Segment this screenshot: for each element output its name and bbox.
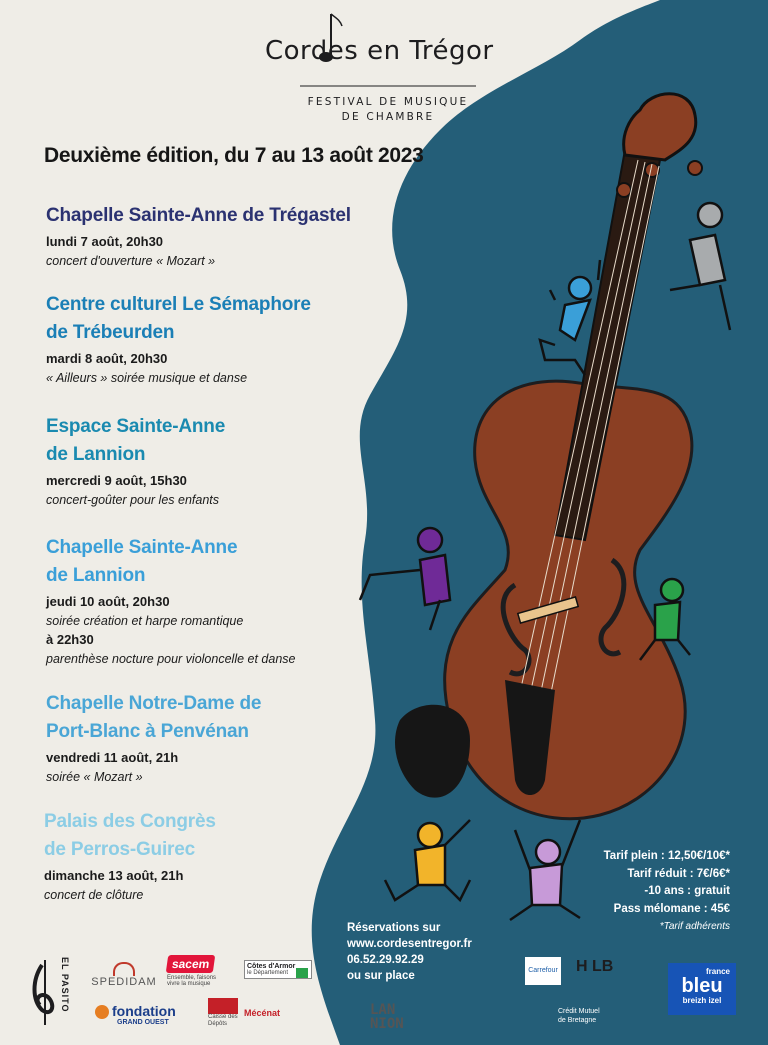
departement-icon <box>296 968 308 978</box>
reservations-website[interactable]: www.cordesentregor.fr <box>347 938 472 950</box>
spedidam-text: SPEDIDAM <box>91 976 157 988</box>
venue-name: Espace Sainte-Anne <box>46 416 226 437</box>
festival-subtitle-2: DE CHAMBRE <box>341 111 435 123</box>
lannion-text-1: LAN <box>370 1002 396 1018</box>
sponsor-france-bleu <box>668 963 736 1015</box>
france-bleu-text: bleu <box>681 975 723 997</box>
venue-penvenan <box>46 690 366 786</box>
venue-tregastel <box>46 202 366 270</box>
venue-description: soirée création et harpe romantique <box>46 614 244 628</box>
sponsor-credit-mutuel <box>558 1007 600 1025</box>
venue-description: « Ailleurs » soirée musique et danse <box>46 371 248 385</box>
venue-description: concert d'ouverture « Mozart » <box>46 254 216 268</box>
reservations <box>347 920 472 984</box>
price-reduced: Tarif réduit : 7€/6€* <box>627 867 730 880</box>
sponsor-carrefour <box>525 957 561 985</box>
el-pasito-text: EL PASITO <box>60 957 70 1013</box>
venue-name-line2: Port-Blanc à Penvénan <box>46 721 249 742</box>
venue-chapelle-lannion <box>46 534 366 668</box>
sponsor-fondation <box>95 1003 176 1026</box>
venue-description: soirée « Mozart » <box>46 770 143 784</box>
venue-name: Chapelle Notre-Dame de <box>46 693 262 714</box>
venue-name-line2: de Lannion <box>46 444 146 465</box>
venue-name-line2: de Trébeurden <box>46 322 175 343</box>
sponsor-hlb: H LB <box>576 958 614 975</box>
venue-date-2: à 22h30 <box>46 632 94 647</box>
departement-text: le Département <box>247 970 289 976</box>
sponsor-mecenat: Mécénat <box>244 1008 281 1018</box>
venue-perros-guirec <box>44 808 364 904</box>
reservations-onsite: ou sur place <box>347 970 415 982</box>
venue-name: Chapelle Sainte-Anne <box>46 537 238 558</box>
venue-name: Chapelle Sainte-Anne de Trégastel <box>46 205 351 226</box>
reservations-phone[interactable]: 06.52.29.92.29 <box>347 954 424 966</box>
price-note: *Tarif adhérents <box>659 921 730 932</box>
france-bleu-small: france <box>705 967 730 976</box>
venue-date: dimanche 13 août, 21h <box>44 868 184 883</box>
price-full: Tarif plein : 12,50€/10€* <box>603 850 730 862</box>
venue-trebeurden <box>46 291 366 387</box>
cotes-armor-text: Côtes d'Armor <box>247 963 296 970</box>
caisse-icon <box>208 998 238 1014</box>
sponsor-spedidam <box>90 962 158 988</box>
venue-date: mardi 8 août, 20h30 <box>46 351 168 366</box>
venue-name: Palais des Congrès <box>44 811 216 832</box>
sponsor-el-pasito <box>30 955 70 1030</box>
festival-subtitle-1: FESTIVAL DE MUSIQUE <box>307 96 469 108</box>
price-children: -10 ans : gratuit <box>644 885 730 897</box>
fondation-text: fondation <box>112 1003 176 1019</box>
sponsor-sacem <box>167 955 227 987</box>
sponsor-caisse-depots <box>208 998 238 1028</box>
venue-espace-lannion <box>46 413 366 509</box>
reservations-title: Réservations sur <box>347 922 441 934</box>
venue-date: lundi 7 août, 20h30 <box>46 234 164 249</box>
lannion-text-2: NION <box>370 1016 404 1032</box>
venue-name-line2: de Perros-Guirec <box>44 839 195 860</box>
france-bleu-breizh: breizh izel <box>682 996 722 1005</box>
venue-description: concert-goûter pour les enfants <box>46 493 220 507</box>
credit-mutuel-text-1: Crédit Mutuel <box>558 1008 600 1015</box>
edition-dates: Deuxième édition, du 7 au 13 août 2023 <box>44 144 424 167</box>
spedidam-icon <box>113 962 135 976</box>
sacem-text: sacem <box>166 955 216 973</box>
credit-mutuel-text-2: de Bretagne <box>558 1017 597 1024</box>
venue-name: Centre culturel Le Sémaphore <box>46 294 311 315</box>
price-pass: Pass mélomane : 45€ <box>613 902 730 915</box>
venue-date: vendredi 11 août, 21h <box>46 750 179 765</box>
sponsor-lannion <box>370 1003 404 1031</box>
price-list <box>604 848 730 936</box>
festival-title: Cordes en Trégor <box>265 36 494 66</box>
sacem-tagline: Ensemble, faisons vivre la musique <box>167 975 217 987</box>
caisse-text: Caisse des Dépôts <box>208 1014 238 1027</box>
venue-date: jeudi 10 août, 20h30 <box>46 594 170 609</box>
carrefour-text: Carrefour <box>528 967 558 974</box>
venue-name-line2: de Lannion <box>46 565 146 586</box>
venue-date: mercredi 9 août, 15h30 <box>46 473 187 488</box>
venue-description-2: parenthèse nocture pour violoncelle et danse <box>46 652 296 666</box>
venue-description: concert de clôture <box>44 888 144 902</box>
fondation-icon <box>95 1005 109 1019</box>
sponsor-cotes-armor <box>244 960 312 979</box>
grand-ouest-text: GRAND OUEST <box>117 1019 169 1026</box>
